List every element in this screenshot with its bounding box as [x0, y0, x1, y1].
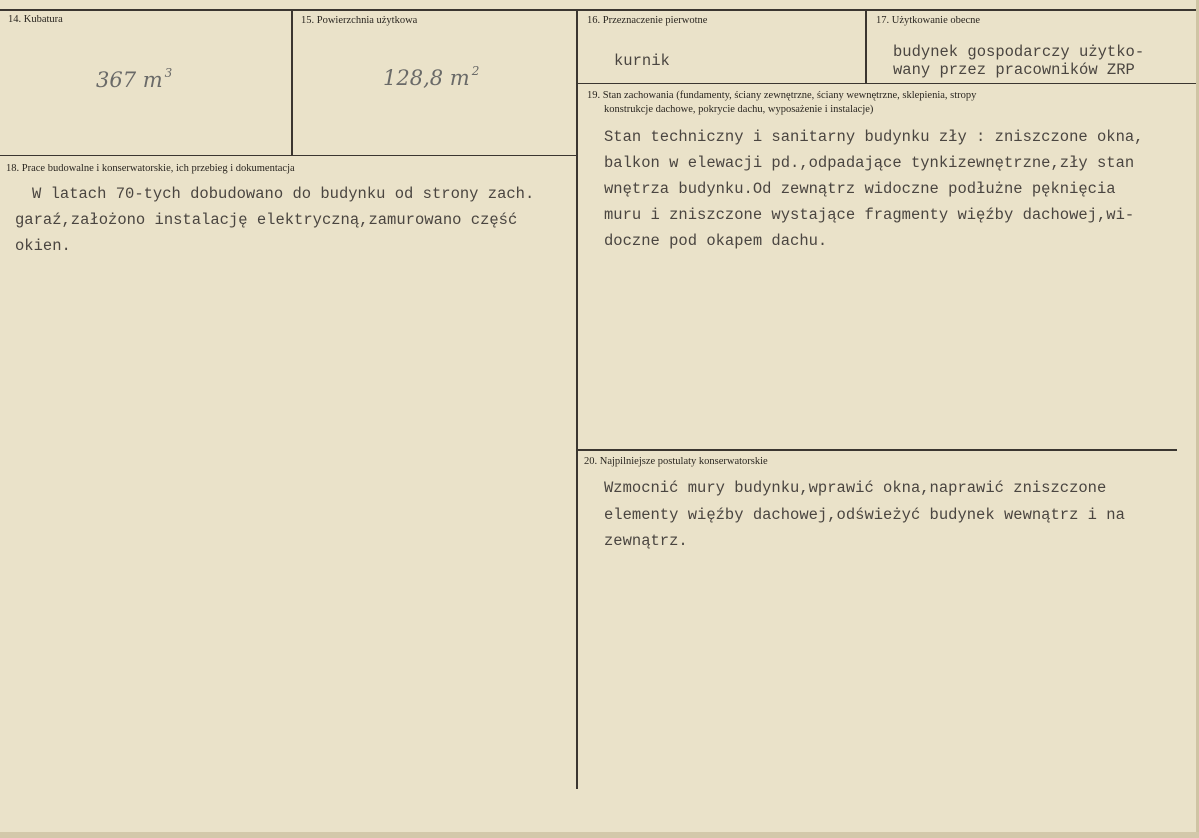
stan-label-line-1: 19. Stan zachowania (fundamenty, ściany zewnętrzne, ściany wewnętrzne, sklepienia, stropy: [587, 90, 977, 101]
prace-line: W latach 70-tych dobudowano do budynku od strony zach.: [32, 185, 535, 203]
przeznaczenie-value: kurnik: [614, 52, 670, 70]
kubatura-exponent: 3: [164, 66, 173, 80]
przeznaczenie-label: 16. Przeznaczenie pierwotne: [587, 15, 708, 26]
card-edge-bottom: [0, 832, 1199, 838]
kubatura-value-text: 367 m: [96, 68, 163, 92]
divider-14-15: [291, 9, 293, 156]
prace-line: garaź,założono instalację elektryczną,zamurowano część: [15, 211, 518, 229]
stan-label-line-2: konstrukcje dachowe, pokrycie dachu, wyposażenie i instalacje): [604, 104, 874, 115]
postulaty-line: Wzmocnić mury budynku,wprawić okna,naprawić zniszczone: [604, 479, 1107, 497]
main-vertical-divider: [576, 9, 578, 789]
powierzchnia-label: 15. Powierzchnia użytkowa: [301, 15, 418, 26]
divider-16-17: [865, 9, 867, 83]
postulaty-label: 20. Najpilniejsze postulaty konserwatorskie: [584, 456, 768, 467]
uzytkowanie-line-1: budynek gospodarczy użytko-: [893, 43, 1145, 61]
prace-label: 18. Prace budowalne i konserwatorskie, ich przebieg i dokumentacja: [6, 163, 295, 174]
rule-below-16-17: [577, 83, 1199, 84]
prace-line: okien.: [15, 237, 71, 255]
powierzchnia-value-text: 128,8 m: [383, 66, 470, 90]
rule-below-14-15: [0, 155, 577, 156]
stan-line: Stan techniczny i sanitarny budynku zły : zniszczone okna,: [604, 128, 1144, 146]
postulaty-line: zewnątrz.: [604, 532, 688, 550]
powierzchnia-exponent: 2: [471, 64, 480, 78]
stan-line: balkon w elewacji pd.,odpadające tynkizewnętrzne,zły stan: [604, 154, 1135, 172]
stan-line: muru i zniszczone wystające fragmenty więźby dachowej,wi-: [604, 206, 1135, 224]
kubatura-label: 14. Kubatura: [8, 14, 63, 25]
stan-line: wnętrza budynku.Od zewnątrz widoczne podłużne pęknięcia: [604, 180, 1116, 198]
postulaty-line: elementy więźby dachowej,odświeżyć budynek wewnątrz i na: [604, 506, 1125, 524]
top-rule: [0, 9, 1199, 11]
powierzchnia-value: [383, 64, 479, 90]
rule-above-20: [577, 449, 1177, 451]
kubatura-value: [96, 66, 172, 92]
uzytkowanie-label: 17. Użytkowanie obecne: [876, 15, 981, 26]
stan-line: doczne pod okapem dachu.: [604, 232, 828, 250]
uzytkowanie-line-2: wany przez pracowników ZRP: [893, 61, 1135, 79]
